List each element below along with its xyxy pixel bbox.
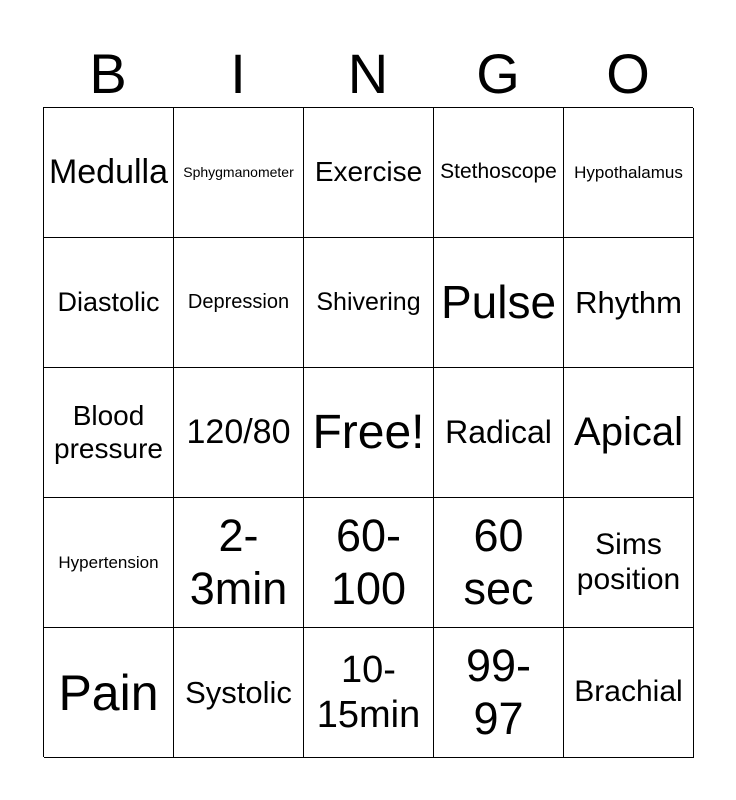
bingo-cell-label: 60- 100 [330,510,407,614]
bingo-cell[interactable] [44,498,174,628]
bingo-cell-label: Hypertension [58,552,159,572]
bingo-cell[interactable] [564,108,694,238]
bingo-cell-label: Sims position [576,527,681,596]
bingo-cell-label: Shivering [316,288,421,316]
bingo-cell-label: Systolic [185,674,292,710]
bingo-board [43,107,693,757]
bingo-cell[interactable] [174,628,304,758]
bingo-cell[interactable] [304,368,434,498]
bingo-cell-label: Pain [58,664,159,721]
bingo-cell[interactable] [564,498,694,628]
bingo-cell[interactable] [304,238,434,368]
bingo-cell-label: Sphygmanometer [183,164,294,181]
bingo-cell-label: 10- 15min [316,649,421,736]
bingo-cell[interactable] [304,108,434,238]
bingo-cell[interactable] [174,238,304,368]
bingo-cell[interactable] [434,628,564,758]
bingo-cell[interactable] [44,238,174,368]
bingo-cell[interactable] [44,628,174,758]
bingo-cell[interactable] [174,498,304,628]
bingo-cell-label: 99- 97 [465,640,532,744]
bingo-cell-label: Blood pressure [54,400,163,464]
header-letter-b: B [89,42,127,105]
bingo-cell-label: Medulla [48,152,169,191]
bingo-cell-label: Pulse [440,275,557,328]
bingo-cell-label: Brachial [574,675,683,709]
bingo-cell[interactable] [434,498,564,628]
bingo-cell-label: Radical [445,413,552,450]
bingo-header [43,40,693,108]
bingo-cell[interactable] [304,628,434,758]
bingo-cell[interactable] [174,108,304,238]
bingo-cell-label: Apical [574,410,683,455]
bingo-cell-label: Free! [312,405,425,459]
bingo-cell-label: 120/80 [186,412,291,451]
header-letter-o: O [606,42,650,105]
header-letter-g: G [476,42,520,105]
bingo-cell-label: Diastolic [57,286,160,317]
bingo-cell[interactable] [44,368,174,498]
bingo-cell-label: Stethoscope [440,160,557,184]
bingo-cell[interactable] [564,238,694,368]
header-letter-n: N [347,42,389,105]
bingo-cell-label: Hypothalamus [574,162,683,182]
bingo-cell-label: Depression [187,290,290,313]
bingo-cell-label: 2- 3min [189,510,288,614]
bingo-cell[interactable] [434,108,564,238]
bingo-cell[interactable] [434,368,564,498]
bingo-cell-label: Rhythm [575,284,682,320]
bingo-cell[interactable] [174,368,304,498]
bingo-cell[interactable] [564,628,694,758]
bingo-cell[interactable] [44,108,174,238]
bingo-cell-label: Exercise [314,156,423,188]
bingo-cell[interactable] [434,238,564,368]
bingo-cell-label: 60 sec [463,510,534,614]
bingo-cell[interactable] [304,498,434,628]
bingo-cell[interactable] [564,368,694,498]
header-letter-i: I [230,42,246,105]
